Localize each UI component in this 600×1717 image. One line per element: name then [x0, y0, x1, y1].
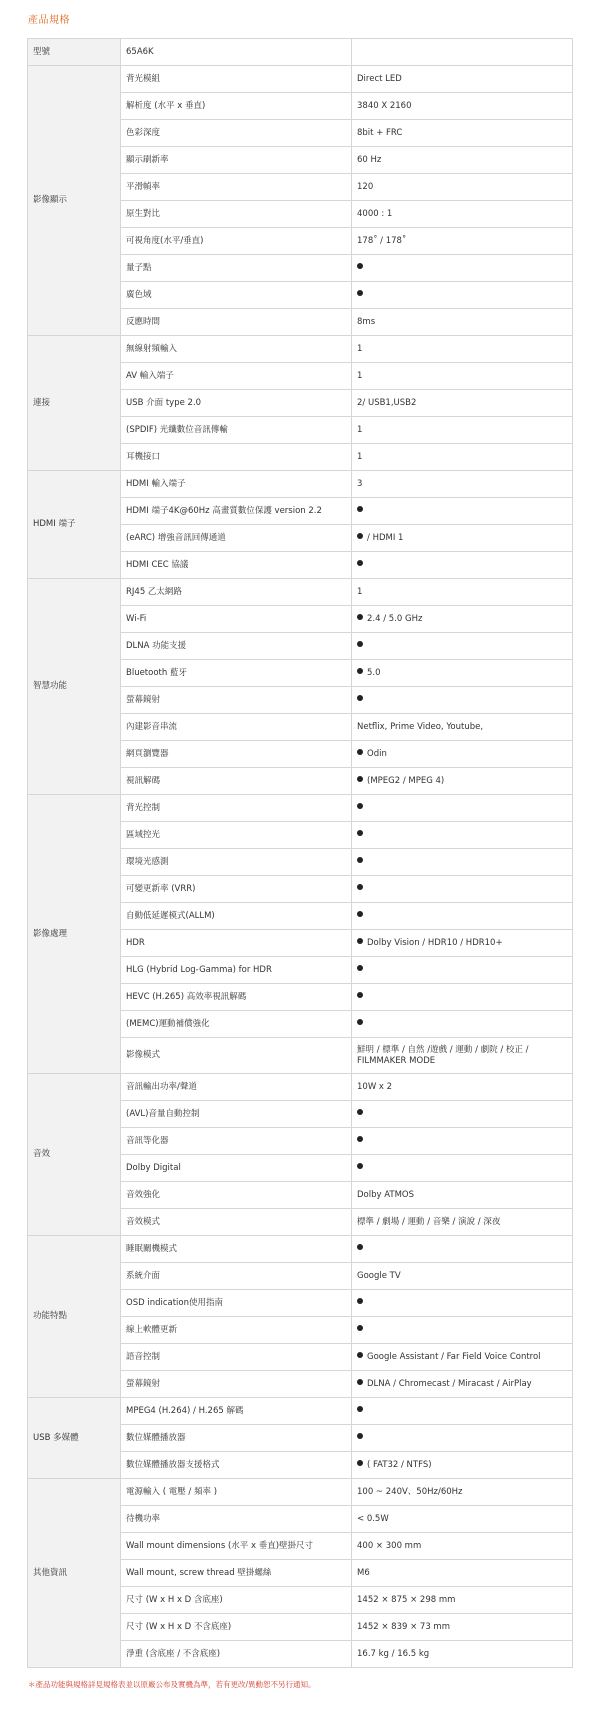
- feature-cell: (eARC) 增強音訊回傳通道: [121, 525, 352, 552]
- value-text: 120: [357, 181, 374, 192]
- category-cell: 影像處理: [28, 795, 121, 1074]
- value-cell: [352, 768, 573, 795]
- value-cell: [352, 957, 573, 984]
- value-text: 2/ USB1,USB2: [357, 397, 417, 408]
- feature-cell: 睡眠關機模式: [121, 1236, 352, 1263]
- value-cell: [352, 1011, 573, 1038]
- value-text: 3840 X 2160: [357, 100, 412, 111]
- table-row: [28, 795, 573, 822]
- value-cell: [352, 1155, 573, 1182]
- value-cell: [352, 228, 573, 255]
- value-cell: [352, 1101, 573, 1128]
- value-cell: [352, 714, 573, 741]
- value-cell: [352, 174, 573, 201]
- feature-cell: 語音控制: [121, 1344, 352, 1371]
- value-text: 1452 × 875 × 298 mm: [357, 1594, 456, 1605]
- value-text: 8bit + FRC: [357, 127, 403, 138]
- supported-dot-icon: [357, 938, 363, 944]
- value-cell: [352, 1236, 573, 1263]
- feature-cell: RJ45 乙太網路: [121, 579, 352, 606]
- supported-dot-icon: [357, 1109, 363, 1115]
- table-row: [28, 1398, 573, 1425]
- supported-dot-icon: [357, 1433, 363, 1439]
- feature-cell: Dolby Digital: [121, 1155, 352, 1182]
- value-text: 10W x 2: [357, 1081, 393, 1092]
- value-text: 4000 : 1: [357, 208, 393, 219]
- feature-cell: DLNA 功能支援: [121, 633, 352, 660]
- value-cell: [352, 1317, 573, 1344]
- feature-cell: 反應時間: [121, 309, 352, 336]
- feature-cell: HDR: [121, 930, 352, 957]
- supported-dot-icon: [357, 992, 363, 998]
- feature-cell: AV 輸入端子: [121, 363, 352, 390]
- feature-cell: 尺寸 (W x H x D 含底座): [121, 1587, 352, 1614]
- value-cell: [352, 336, 573, 363]
- feature-cell: Bluetooth 藍牙: [121, 660, 352, 687]
- feature-cell: Wall mount dimensions (水平 x 垂直)壁掛尺寸: [121, 1533, 352, 1560]
- value-cell: [352, 363, 573, 390]
- value-text: Dolby Vision / HDR10 / HDR10+: [367, 937, 503, 948]
- feature-cell: (MEMC)運動補償強化: [121, 1011, 352, 1038]
- value-text: (MPEG2 / MPEG 4): [367, 775, 445, 786]
- feature-cell: 數位媒體播放器支援格式: [121, 1452, 352, 1479]
- value-cell: [352, 1344, 573, 1371]
- value-text: < 0.5W: [357, 1513, 389, 1524]
- value-cell: [352, 1587, 573, 1614]
- value-text: / HDMI 1: [367, 532, 404, 543]
- feature-cell: 自動低延遲模式(ALLM): [121, 903, 352, 930]
- feature-cell: HLG (Hybrid Log-Gamma) for HDR: [121, 957, 352, 984]
- category-cell: 其他資訊: [28, 1479, 121, 1668]
- value-text: 1: [357, 424, 363, 435]
- table-row: [28, 471, 573, 498]
- value-text: 100 ~ 240V、50Hz/60Hz: [357, 1486, 463, 1497]
- value-cell: [352, 39, 573, 66]
- value-cell: [352, 579, 573, 606]
- supported-dot-icon: [357, 614, 363, 620]
- feature-cell: 待機功率: [121, 1506, 352, 1533]
- category-cell: HDMI 端子: [28, 471, 121, 579]
- feature-cell: HDMI CEC 協議: [121, 552, 352, 579]
- feature-cell: 視訊解碼: [121, 768, 352, 795]
- feature-cell: 螢幕鏡射: [121, 1371, 352, 1398]
- feature-cell: 網頁瀏覽器: [121, 741, 352, 768]
- value-cell: [352, 417, 573, 444]
- supported-dot-icon: [357, 776, 363, 782]
- value-text: 1: [357, 451, 363, 462]
- value-text: 16.7 kg / 16.5 kg: [357, 1648, 430, 1659]
- value-cell: [352, 525, 573, 552]
- feature-cell: 可變更新率 (VRR): [121, 876, 352, 903]
- feature-cell: 音訊等化器: [121, 1128, 352, 1155]
- value-text: Odin: [367, 748, 387, 759]
- category-cell: 影像顯示: [28, 66, 121, 336]
- value-cell: [352, 282, 573, 309]
- value-text: 400 × 300 mm: [357, 1540, 422, 1551]
- category-cell: 功能特點: [28, 1236, 121, 1398]
- category-cell: 音效: [28, 1074, 121, 1236]
- value-cell: [352, 1290, 573, 1317]
- supported-dot-icon: [357, 1298, 363, 1304]
- feature-cell: HDMI 輸入端子: [121, 471, 352, 498]
- feature-cell: 色彩深度: [121, 120, 352, 147]
- table-row: [28, 1074, 573, 1101]
- feature-cell: 區域控光: [121, 822, 352, 849]
- category-cell: USB 多媒體: [28, 1398, 121, 1479]
- value-text: Direct LED: [357, 73, 402, 84]
- feature-cell: 數位媒體播放器: [121, 1425, 352, 1452]
- value-text: ( FAT32 / NTFS): [367, 1459, 432, 1470]
- page-title: 產品規格: [28, 15, 70, 26]
- value-text: 標準 / 劇場 / 運動 / 音樂 / 演說 / 深夜: [357, 1216, 501, 1227]
- feature-cell: 系統介面: [121, 1263, 352, 1290]
- model-label: 型號: [28, 39, 121, 66]
- value-cell: [352, 1533, 573, 1560]
- feature-cell: (SPDIF) 光纖數位音訊傳輸: [121, 417, 352, 444]
- feature-cell: 電源輸入 ( 電壓 / 頻率 ): [121, 1479, 352, 1506]
- feature-cell: 環境光感測: [121, 849, 352, 876]
- footnote: ＊產品功能與規格詳見規格表並以原廠公布及實機為準，若有更改/異動恕不另行通知。: [28, 1680, 316, 1689]
- feature-cell: 影像模式: [121, 1038, 352, 1074]
- supported-dot-icon: [357, 533, 363, 539]
- value-cell: [352, 120, 573, 147]
- value-text: 2.4 / 5.0 GHz: [367, 613, 423, 624]
- supported-dot-icon: [357, 1019, 363, 1025]
- supported-dot-icon: [357, 641, 363, 647]
- feature-cell: 音效強化: [121, 1182, 352, 1209]
- value-cell: [352, 930, 573, 957]
- value-text: DLNA / Chromecast / Miracast / AirPlay: [367, 1378, 532, 1389]
- feature-cell: 線上軟體更新: [121, 1317, 352, 1344]
- value-text: 8ms: [357, 316, 376, 327]
- value-cell: [352, 147, 573, 174]
- supported-dot-icon: [357, 965, 363, 971]
- table-row: [28, 579, 573, 606]
- feature-cell: 音訊輸出功率/聲道: [121, 1074, 352, 1101]
- value-text: M6: [357, 1567, 370, 1578]
- model-value: 65A6K: [121, 39, 352, 66]
- value-cell: [352, 201, 573, 228]
- supported-dot-icon: [357, 803, 363, 809]
- value-cell: [352, 822, 573, 849]
- value-cell: [352, 1425, 573, 1452]
- value-cell: [352, 1182, 573, 1209]
- feature-cell: 淨重 (含底座 / 不含底座): [121, 1641, 352, 1668]
- feature-cell: OSD indication使用指南: [121, 1290, 352, 1317]
- value-cell: [352, 1038, 573, 1074]
- value-cell: [352, 390, 573, 417]
- value-cell: [352, 309, 573, 336]
- feature-cell: 無線射頻輸入: [121, 336, 352, 363]
- supported-dot-icon: [357, 1163, 363, 1169]
- value-text: 1: [357, 370, 363, 381]
- value-cell: [352, 93, 573, 120]
- value-cell: [352, 606, 573, 633]
- value-cell: [352, 741, 573, 768]
- value-cell: [352, 984, 573, 1011]
- feature-cell: 內建影音串流: [121, 714, 352, 741]
- supported-dot-icon: [357, 1244, 363, 1250]
- value-cell: [352, 66, 573, 93]
- value-cell: [352, 687, 573, 714]
- table-row: [28, 1479, 573, 1506]
- supported-dot-icon: [357, 506, 363, 512]
- value-cell: [352, 660, 573, 687]
- value-text: Dolby ATMOS: [357, 1189, 415, 1200]
- value-cell: [352, 849, 573, 876]
- category-cell: 智慧功能: [28, 579, 121, 795]
- value-cell: [352, 876, 573, 903]
- supported-dot-icon: [357, 1325, 363, 1331]
- value-text: 1: [357, 343, 363, 354]
- value-text: Google Assistant / Far Field Voice Control: [367, 1351, 541, 1362]
- value-cell: [352, 498, 573, 525]
- feature-cell: 解析度 (水平 x 垂直): [121, 93, 352, 120]
- feature-cell: 平滑幀率: [121, 174, 352, 201]
- feature-cell: Wall mount, screw thread 壁掛螺絲: [121, 1560, 352, 1587]
- feature-cell: HEVC (H.265) 高效率視訊解碼: [121, 984, 352, 1011]
- feature-cell: 音效模式: [121, 1209, 352, 1236]
- value-cell: [352, 1560, 573, 1587]
- value-cell: [352, 471, 573, 498]
- value-text: 鮮明 / 標準 / 自然 /遊戲 / 運動 / 劇院 / 校正 / FILMMAKER MODE: [357, 1044, 529, 1066]
- value-text: 1452 × 839 × 73 mm: [357, 1621, 450, 1632]
- feature-cell: 顯示刷新率: [121, 147, 352, 174]
- value-cell: [352, 633, 573, 660]
- supported-dot-icon: [357, 263, 363, 269]
- table-row: [28, 66, 573, 93]
- value-text: Netflix, Prime Video, Youtube,: [357, 721, 484, 732]
- table-row: [28, 39, 573, 66]
- table-row: [28, 336, 573, 363]
- value-cell: [352, 1074, 573, 1101]
- supported-dot-icon: [357, 560, 363, 566]
- feature-cell: 耳機接口: [121, 444, 352, 471]
- supported-dot-icon: [357, 695, 363, 701]
- value-cell: [352, 1398, 573, 1425]
- value-cell: [352, 1263, 573, 1290]
- supported-dot-icon: [357, 1379, 363, 1385]
- feature-cell: 螢幕鏡射: [121, 687, 352, 714]
- value-text: 178˚ / 178˚: [357, 235, 407, 246]
- supported-dot-icon: [357, 857, 363, 863]
- value-text: 3: [357, 478, 363, 489]
- value-cell: [352, 552, 573, 579]
- value-cell: [352, 1371, 573, 1398]
- value-cell: [352, 1506, 573, 1533]
- feature-cell: 可視角度(水平/垂直): [121, 228, 352, 255]
- spec-table: [27, 38, 573, 1668]
- value-text: Google TV: [357, 1270, 401, 1281]
- value-cell: [352, 1479, 573, 1506]
- value-cell: [352, 1209, 573, 1236]
- table-row: [28, 1236, 573, 1263]
- supported-dot-icon: [357, 1136, 363, 1142]
- feature-cell: 廣色域: [121, 282, 352, 309]
- supported-dot-icon: [357, 668, 363, 674]
- feature-cell: HDMI 端子4K@60Hz 高畫質數位保護 version 2.2: [121, 498, 352, 525]
- supported-dot-icon: [357, 290, 363, 296]
- value-cell: [352, 1128, 573, 1155]
- value-cell: [352, 795, 573, 822]
- value-cell: [352, 1452, 573, 1479]
- supported-dot-icon: [357, 1460, 363, 1466]
- value-cell: [352, 1614, 573, 1641]
- value-cell: [352, 1641, 573, 1668]
- feature-cell: (AVL)音量自動控制: [121, 1101, 352, 1128]
- supported-dot-icon: [357, 884, 363, 890]
- value-cell: [352, 255, 573, 282]
- value-text: 1: [357, 586, 363, 597]
- supported-dot-icon: [357, 911, 363, 917]
- feature-cell: 原生對比: [121, 201, 352, 228]
- supported-dot-icon: [357, 1406, 363, 1412]
- feature-cell: 背光控制: [121, 795, 352, 822]
- supported-dot-icon: [357, 830, 363, 836]
- feature-cell: USB 介面 type 2.0: [121, 390, 352, 417]
- supported-dot-icon: [357, 749, 363, 755]
- feature-cell: MPEG4 (H.264) / H.265 解碼: [121, 1398, 352, 1425]
- feature-cell: 背光模組: [121, 66, 352, 93]
- value-text: 60 Hz: [357, 154, 382, 165]
- feature-cell: 尺寸 (W x H x D 不含底座): [121, 1614, 352, 1641]
- feature-cell: Wi-Fi: [121, 606, 352, 633]
- supported-dot-icon: [357, 1352, 363, 1358]
- category-cell: 連接: [28, 336, 121, 471]
- value-cell: [352, 444, 573, 471]
- value-cell: [352, 903, 573, 930]
- value-text: 5.0: [367, 667, 381, 678]
- feature-cell: 量子點: [121, 255, 352, 282]
